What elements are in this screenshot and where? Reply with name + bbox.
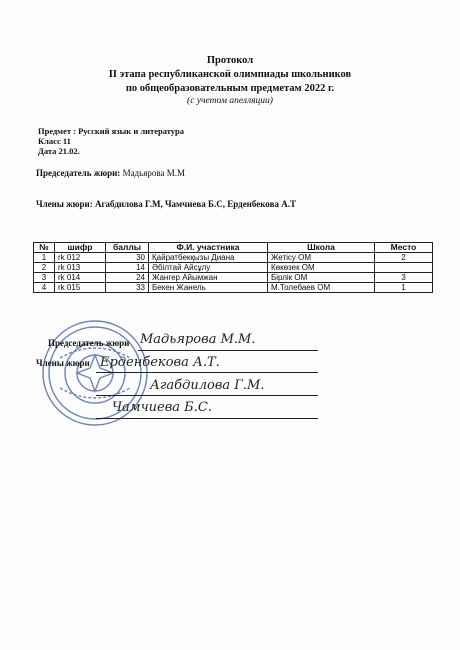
row-place: 3 bbox=[375, 273, 433, 283]
jury-chair-label: Председатель жюри: bbox=[36, 168, 121, 178]
row-score: 33 bbox=[106, 283, 149, 293]
member-signature-2: Агабдилова Г.М. bbox=[150, 378, 265, 393]
row-school: М.Толебаев ОМ bbox=[268, 283, 375, 293]
document-subtitle: (с учетом апелляции) bbox=[187, 96, 273, 106]
row-score: 14 bbox=[106, 263, 149, 273]
row-number: 2 bbox=[34, 263, 55, 273]
row-school: Көкөзек ОМ bbox=[268, 263, 375, 273]
date-line: Дата 21.02. bbox=[38, 146, 80, 156]
row-participant: Бекен Жанель bbox=[149, 283, 268, 293]
table-row bbox=[34, 263, 433, 273]
header-number: № bbox=[34, 243, 55, 253]
signature-chair-label: Председатель жюри bbox=[48, 338, 130, 348]
header-place: Место bbox=[375, 243, 433, 253]
row-code: rk 012 bbox=[55, 253, 106, 263]
signature-line bbox=[96, 418, 318, 419]
row-place: 2 bbox=[375, 253, 433, 263]
signature-line bbox=[138, 350, 318, 351]
header-school: Школа bbox=[268, 243, 375, 253]
row-place bbox=[375, 263, 433, 273]
document-title-line3: по общеобразовательным предметам 2022 г. bbox=[125, 83, 335, 94]
row-school: Жетісу ОМ bbox=[268, 253, 375, 263]
signature-line bbox=[96, 372, 318, 373]
chair-signature: Мадьярова М.М. bbox=[140, 332, 256, 347]
row-code: rk 013 bbox=[55, 263, 106, 273]
table-row bbox=[34, 273, 433, 283]
row-score: 24 bbox=[106, 273, 149, 283]
row-participant: Қайратбекқызы Диана bbox=[149, 253, 268, 263]
results-table bbox=[33, 242, 433, 293]
document-title-line2: II этапа республиканской олимпиады школьников bbox=[108, 69, 352, 80]
jury-members-label: Члены жюри: bbox=[36, 199, 93, 209]
row-place: 1 bbox=[375, 283, 433, 293]
subject-line: Предмет : Русский язык и литература bbox=[38, 126, 185, 136]
row-code: rk 015 bbox=[55, 283, 106, 293]
member-signature-3: Чамчиева Б.С. bbox=[112, 400, 212, 415]
jury-chair-line bbox=[36, 168, 185, 178]
row-number: 3 bbox=[34, 273, 55, 283]
row-number: 1 bbox=[34, 253, 55, 263]
row-school: Бірлік ОМ bbox=[268, 273, 375, 283]
table-row bbox=[34, 283, 433, 293]
header-score: баллы bbox=[106, 243, 149, 253]
table-row bbox=[34, 253, 433, 263]
row-score: 30 bbox=[106, 253, 149, 263]
row-participant: Жангер Айымжан bbox=[149, 273, 268, 283]
document-title: Протокол bbox=[206, 55, 254, 66]
row-number: 4 bbox=[34, 283, 55, 293]
jury-chair-name: Мадьярова М.М bbox=[120, 168, 186, 178]
member-signature-1: Ерденбекова А.Т. bbox=[100, 355, 220, 370]
jury-members-line bbox=[36, 199, 296, 209]
class-line: Класс 11 bbox=[38, 136, 71, 146]
row-participant: Әбілтай Айсұлу bbox=[149, 263, 268, 273]
row-code: rk 014 bbox=[55, 273, 106, 283]
jury-members-names: Агабдилова Г.М, Чамчиева Б.С, Ерденбекова А.Т bbox=[92, 199, 296, 209]
table-header-row bbox=[34, 243, 433, 253]
signature-line bbox=[96, 395, 318, 396]
header-participant: Ф.И. участника bbox=[149, 243, 268, 253]
signature-members-label: Члены жюри bbox=[36, 358, 90, 368]
header-code: шифр bbox=[55, 243, 106, 253]
